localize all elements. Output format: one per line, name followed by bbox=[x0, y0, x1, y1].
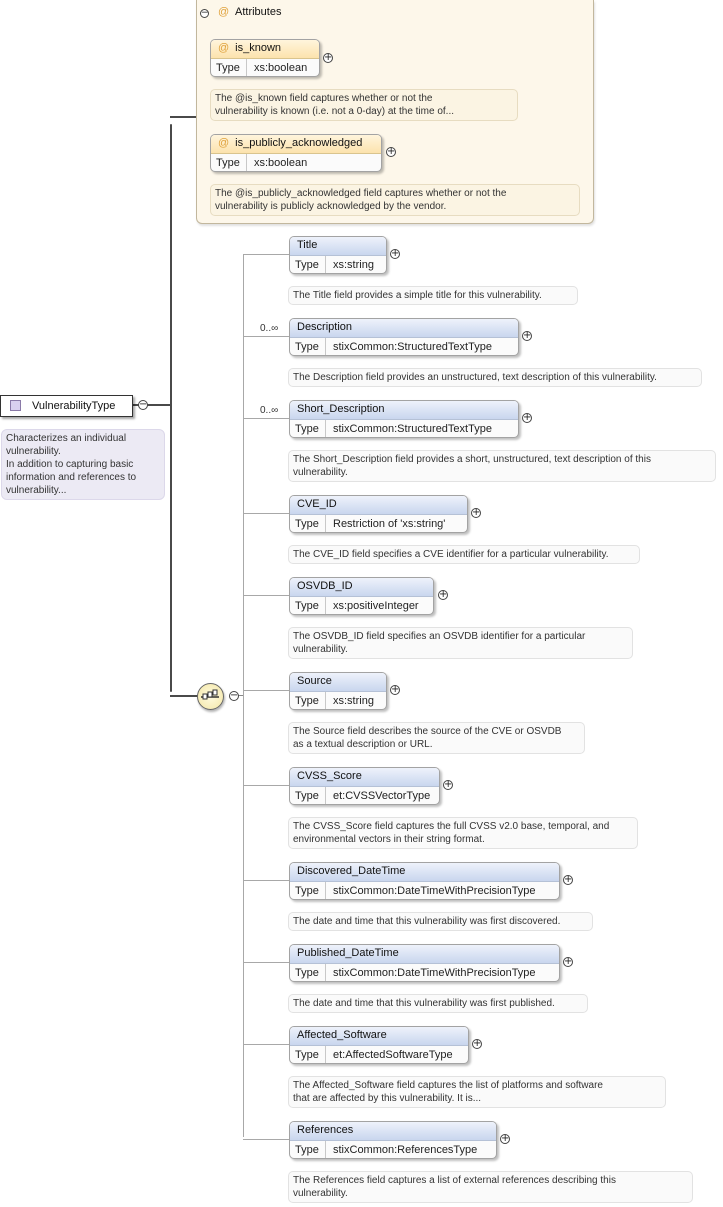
doc-line: The @is_publicly_acknowledged field captures whether or not the bbox=[215, 188, 507, 199]
type-label: Type bbox=[290, 338, 326, 356]
trunk-line bbox=[170, 124, 172, 692]
cardinality-label: 0..∞ bbox=[260, 323, 279, 334]
root-doc-line: vulnerability... bbox=[6, 485, 67, 496]
cardinality-label: 0..∞ bbox=[260, 405, 279, 416]
doc-line: The @is_known field captures whether or not the bbox=[215, 93, 433, 104]
type-label: Type bbox=[290, 515, 326, 533]
element-references[interactable] bbox=[289, 1121, 497, 1159]
sequence-compositor[interactable] bbox=[197, 683, 224, 710]
element-name: Discovered_DateTime bbox=[290, 863, 559, 882]
element-doc-title bbox=[288, 286, 578, 305]
expand-icon[interactable]: + bbox=[391, 248, 400, 259]
type-label: Type bbox=[290, 964, 326, 982]
expand-icon[interactable]: + bbox=[387, 146, 396, 157]
doc-line: that are affected by this vulnerability. It is... bbox=[293, 1093, 482, 1104]
attribute-is-publicly-acknowledged[interactable] bbox=[210, 134, 382, 172]
attr-branch-line bbox=[170, 116, 196, 118]
type-label: Type bbox=[211, 59, 247, 77]
doc-line: The References field captures a list of external references describing this bbox=[293, 1175, 616, 1186]
attribute-type: xs:boolean bbox=[254, 62, 308, 74]
root-name: VulnerabilityType bbox=[32, 400, 116, 412]
expand-icon[interactable]: + bbox=[324, 52, 333, 63]
element-doc-source bbox=[288, 722, 585, 754]
root-collapse-icon[interactable]: − bbox=[139, 399, 148, 410]
element-short-description[interactable] bbox=[289, 400, 519, 438]
expand-icon[interactable]: + bbox=[439, 589, 448, 600]
expand-icon[interactable]: + bbox=[523, 330, 532, 341]
expand-icon[interactable]: + bbox=[473, 1038, 482, 1049]
branch-title bbox=[243, 254, 289, 255]
expand-icon[interactable]: + bbox=[472, 507, 481, 518]
element-doc-cve-id bbox=[288, 545, 640, 564]
element-name: Title bbox=[290, 237, 386, 256]
doc-line: The Description field provides an unstructured, text description of this vulnerability. bbox=[293, 372, 657, 383]
element-type: stixCommon:ReferencesType bbox=[333, 1144, 478, 1156]
doc-line: The OSVDB_ID field specifies an OSVDB identifier for a particular bbox=[293, 631, 586, 642]
branch-cvss-score bbox=[243, 785, 289, 786]
doc-line: vulnerability. bbox=[293, 467, 348, 478]
expand-icon[interactable]: + bbox=[564, 956, 573, 967]
doc-line: as a textual description or URL. bbox=[293, 739, 433, 750]
doc-line: The date and time that this vulnerability was first published. bbox=[293, 998, 555, 1009]
element-doc-cvss-score bbox=[288, 817, 638, 849]
element-discovered-datetime[interactable] bbox=[289, 862, 560, 900]
seq-branch-line bbox=[170, 695, 198, 697]
element-name: Short_Description bbox=[290, 401, 518, 420]
type-label: Type bbox=[290, 420, 326, 438]
element-doc-affected-software bbox=[288, 1076, 666, 1108]
attribute-doc-is-known bbox=[210, 89, 518, 121]
attribute-at-icon: @ bbox=[218, 42, 230, 54]
doc-line: vulnerability. bbox=[293, 1188, 348, 1199]
element-type: xs:string bbox=[333, 695, 374, 707]
element-doc-discovered-datetime bbox=[288, 912, 593, 931]
doc-line: The Short_Description field provides a short, unstructured, text description of this bbox=[293, 454, 651, 465]
type-label: Type bbox=[211, 154, 247, 172]
doc-line: vulnerability is known (i.e. not a 0-day) at the time of... bbox=[215, 106, 454, 117]
element-type: stixCommon:StructuredTextType bbox=[333, 341, 492, 353]
expand-icon[interactable]: + bbox=[501, 1133, 510, 1144]
doc-line: The CVE_ID field specifies a CVE identifier for a particular vulnerability. bbox=[293, 549, 609, 560]
attribute-name: is_publicly_acknowledged bbox=[235, 137, 363, 149]
element-name: CVSS_Score bbox=[290, 768, 439, 787]
attribute-doc-is-publicly-acknowledged bbox=[210, 184, 580, 216]
element-type: xs:positiveInteger bbox=[333, 600, 419, 612]
type-label: Type bbox=[290, 692, 326, 710]
element-name: References bbox=[290, 1122, 496, 1141]
root-doc-line: Characterizes an individual bbox=[6, 433, 127, 444]
element-type: stixCommon:DateTimeWithPrecisionType bbox=[333, 885, 536, 897]
doc-line: The date and time that this vulnerability was first discovered. bbox=[293, 916, 561, 927]
branch-osvdb-id bbox=[243, 595, 289, 596]
element-published-datetime[interactable] bbox=[289, 944, 560, 982]
doc-line: The Source field describes the source of the CVE or OSVDB bbox=[293, 726, 562, 737]
attributes-header: Attributes bbox=[235, 6, 282, 18]
element-source[interactable] bbox=[289, 672, 387, 710]
element-type: et:CVSSVectorType bbox=[333, 790, 431, 802]
attribute-at-icon: @ bbox=[218, 137, 230, 149]
element-type: stixCommon:StructuredTextType bbox=[333, 423, 492, 435]
complex-type-icon bbox=[10, 400, 21, 411]
element-cvss-score[interactable] bbox=[289, 767, 440, 805]
doc-line: The CVSS_Score field captures the full CVSS v2.0 base, temporal, and bbox=[293, 821, 610, 832]
element-name: Published_DateTime bbox=[290, 945, 559, 964]
branch-affected-software bbox=[243, 1044, 289, 1045]
branch-cve-id bbox=[243, 513, 289, 514]
root-documentation bbox=[1, 429, 165, 500]
sequence-bus bbox=[243, 255, 244, 1137]
element-doc-short-description bbox=[288, 450, 716, 482]
attribute-is-known[interactable] bbox=[210, 39, 320, 77]
branch-discovered-datetime bbox=[243, 880, 289, 881]
element-name: CVE_ID bbox=[290, 496, 467, 515]
sequence-collapse-icon[interactable]: − bbox=[230, 690, 239, 701]
branch-references bbox=[243, 1139, 289, 1140]
attributes-at-icon: @ bbox=[218, 6, 230, 18]
branch-description bbox=[243, 336, 289, 337]
element-doc-references bbox=[288, 1171, 693, 1203]
element-type: stixCommon:DateTimeWithPrecisionType bbox=[333, 967, 536, 979]
branch-published-datetime bbox=[243, 962, 289, 963]
doc-line: The Title field provides a simple title for this vulnerability. bbox=[293, 290, 542, 301]
sequence-icon bbox=[198, 684, 222, 708]
doc-line: environmental vectors in their string format. bbox=[293, 834, 485, 845]
element-doc-description bbox=[288, 368, 702, 387]
branch-source bbox=[243, 690, 289, 691]
attribute-type: xs:boolean bbox=[254, 157, 308, 169]
type-label: Type bbox=[290, 787, 326, 805]
element-name: OSVDB_ID bbox=[290, 578, 433, 597]
doc-line: vulnerability. bbox=[293, 644, 348, 655]
root-doc-line: information and references to bbox=[6, 472, 137, 483]
element-title[interactable] bbox=[289, 236, 387, 274]
doc-line: vulnerability is publicly acknowledged by the vendor. bbox=[215, 201, 447, 212]
type-label: Type bbox=[290, 256, 326, 274]
attributes-collapse-icon[interactable]: − bbox=[201, 8, 209, 18]
expand-icon[interactable]: + bbox=[564, 874, 573, 885]
root-doc-line: In addition to capturing basic bbox=[6, 459, 134, 470]
expand-icon[interactable]: + bbox=[444, 779, 453, 790]
root-doc-line: vulnerability. bbox=[6, 446, 61, 457]
expand-icon[interactable]: + bbox=[391, 684, 400, 695]
type-label: Type bbox=[290, 1046, 326, 1064]
element-doc-osvdb-id bbox=[288, 627, 633, 659]
expand-icon[interactable]: + bbox=[523, 412, 532, 423]
element-osvdb-id[interactable] bbox=[289, 577, 434, 615]
element-name: Affected_Software bbox=[290, 1027, 468, 1046]
element-type: et:AffectedSoftwareType bbox=[333, 1049, 453, 1061]
type-label: Type bbox=[290, 1141, 326, 1159]
element-cve-id[interactable] bbox=[289, 495, 468, 533]
element-type: Restriction of 'xs:string' bbox=[333, 518, 446, 530]
element-type: xs:string bbox=[333, 259, 374, 271]
element-name: Description bbox=[290, 319, 518, 338]
element-name: Source bbox=[290, 673, 386, 692]
branch-short-description bbox=[243, 418, 289, 419]
element-doc-published-datetime bbox=[288, 994, 588, 1013]
vulnerabilitytype-node[interactable] bbox=[0, 395, 133, 417]
doc-line: The Affected_Software field captures the list of platforms and software bbox=[293, 1080, 603, 1091]
type-label: Type bbox=[290, 597, 326, 615]
element-description[interactable] bbox=[289, 318, 519, 356]
element-affected-software[interactable] bbox=[289, 1026, 469, 1064]
attribute-name: is_known bbox=[235, 42, 282, 54]
type-label: Type bbox=[290, 882, 326, 900]
